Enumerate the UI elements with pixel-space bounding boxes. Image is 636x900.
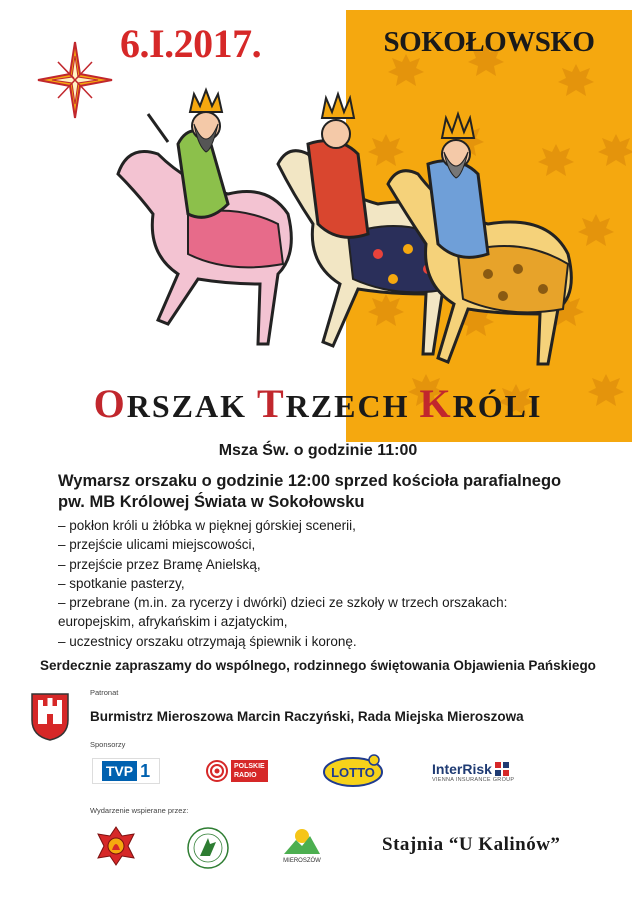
list-item: – spotkanie pasterzy, (58, 575, 185, 591)
title-word-3: RÓLI (452, 388, 543, 424)
list-item: – pokłon króli u żłóbka w pięknej górskiej scenerii, (58, 518, 356, 533)
mass-time: Msza Św. o godzinie 11:00 (218, 442, 418, 459)
pr-line-2: RADIO (234, 772, 257, 779)
radio-waves-icon (206, 760, 228, 782)
stable-logo-text: Stajnia “U Kalinów” (382, 834, 561, 855)
lotto-logo (322, 752, 384, 788)
interrisk-logo (432, 761, 542, 791)
patron-names: Burmistrz Mieroszowa Marcin Raczyński, Rada Miejska Mieroszowa (90, 709, 524, 724)
lotto-text: LOTTO (331, 765, 375, 780)
patronage-label: Patronat (90, 688, 119, 697)
interrisk-name: InterRisk (432, 761, 492, 777)
mieroszow-text: MIEROSZÓW (283, 858, 321, 864)
king-red-icon (308, 94, 368, 237)
fire-brigade-icon (96, 826, 136, 866)
invitation-text: Serdecznie zapraszamy do wspólnego, rodzinnego świętowania Objawienia Pańskiego (40, 658, 596, 673)
event-place: SOKOŁOWSKO (383, 26, 595, 58)
tvp-text: TVP (102, 761, 137, 781)
title-initial-k: K (419, 381, 453, 426)
mieroszow-logo (280, 826, 324, 870)
main-title (0, 380, 636, 427)
interrisk-subtitle: VIENNA INSURANCE GROUP (432, 777, 515, 783)
list-item: europejskim, afrykańskim i azjatyckim, (58, 614, 288, 630)
title-initial-o: O (93, 381, 127, 426)
polskie-radio-logo (206, 759, 280, 783)
list-item: – przebrane (m.in. za rycerzy i dwórki) dzieci ze szkoły w trzech orszakach: (58, 595, 508, 611)
title-word-2: RZECH (285, 388, 410, 424)
list-item: – przejście ulicami miejscowości, (58, 537, 256, 553)
tvp-number: 1 (140, 761, 151, 781)
tvp1-logo (92, 758, 160, 784)
pr-line-1: POLSKIE (234, 763, 265, 770)
coat-of-arms-icon (30, 692, 70, 742)
list-item: – uczestnicy orszaku otrzymają śpiewnik i koronę. (58, 633, 357, 649)
sun-mountains-icon (280, 826, 324, 858)
march-line-2: pw. MB Królowej Świata w Sokołowsku (58, 493, 365, 511)
polskie-radio-text (231, 760, 268, 782)
program-list (58, 516, 618, 651)
march-line-1: Wymarsz orszaku o godzinie 12:00 sprzed kościoła parafialnego (58, 472, 562, 490)
sponsors-label: Sponsorzy (90, 740, 126, 749)
title-word-1: RSZAK (126, 388, 247, 424)
march-info (58, 471, 618, 513)
list-item: – przejście przez Bramę Anielską, (58, 556, 261, 572)
star-icon (36, 40, 114, 120)
king-blue-icon (428, 114, 488, 257)
interrisk-symbol-icon (495, 762, 509, 776)
event-date: 6.I.2017. (120, 21, 262, 66)
supporters-label: Wydarzenie wspierane przez: (90, 806, 189, 815)
title-initial-t: T (256, 381, 286, 426)
state-forests-icon (186, 826, 230, 870)
three-kings-illustration (108, 84, 594, 368)
